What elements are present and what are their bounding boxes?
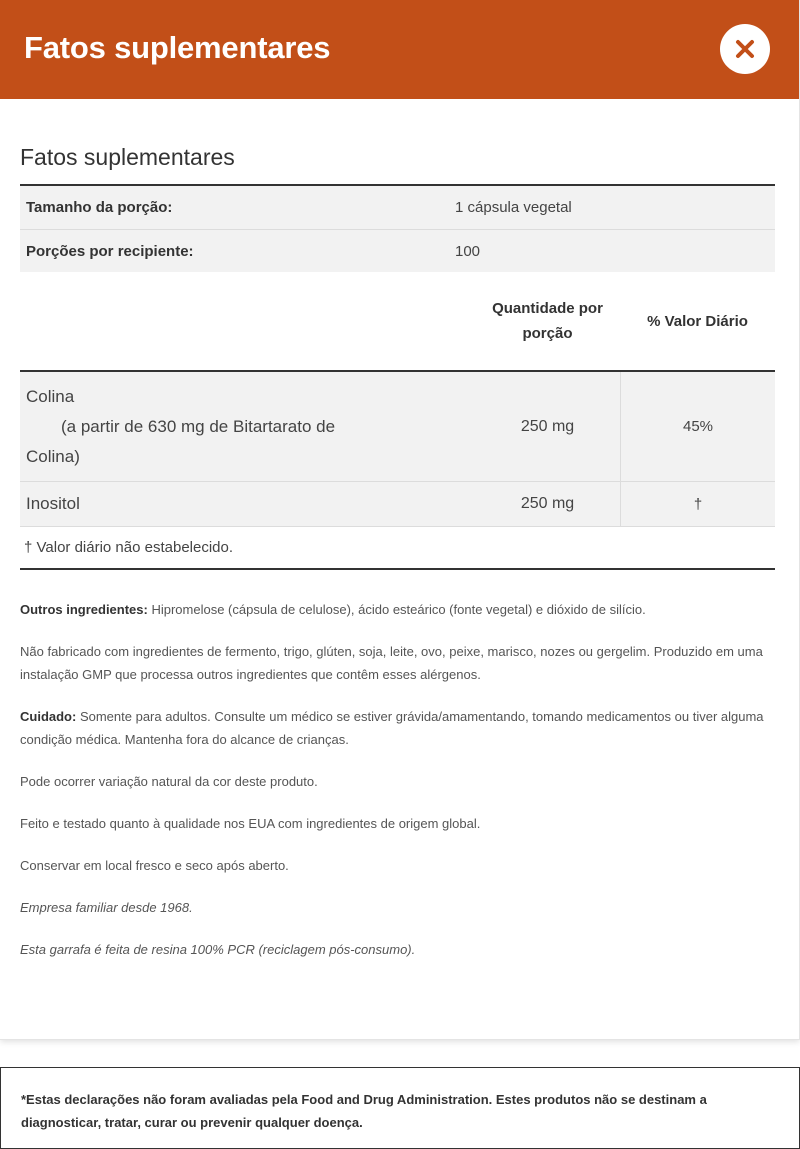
serving-size-value: 1 cápsula vegetal [455,199,572,216]
serving-table [20,184,775,272]
nutrient-name-cell [20,372,475,481]
caution-text: Somente para adultos. Consulte um médico se estiver grávida/amamentando, tomando medicamentos ou tiver alguma condição médica. Mantenha fora do alcance de crianças. [20,709,764,747]
nutrient-daily-value: † [620,482,775,526]
family-company-note: Empresa familiar desde 1968. [20,900,193,915]
nutrient-source-line2: Colina) [26,447,80,466]
amount-header-line1: Quantidade por [492,300,603,317]
nutrient-table-header [20,272,775,370]
allergen-statement: Não fabricado com ingredientes de fermento, trigo, glúten, soja, leite, ovo, peixe, marisco, nozes ou gergelim. Produzido em uma instalação GMP que processa outros ingredientes que contêm esses alérgenos. [20,644,763,682]
nutrient-table [20,370,775,527]
other-ingredients [20,598,775,621]
nutrient-daily-value: 45% [620,372,775,481]
nutrient-amount: 250 mg [520,495,575,512]
serving-size-row [20,186,775,229]
caution-statement [20,705,775,751]
servings-per-container-row [20,229,775,272]
modal-header [0,0,799,99]
nutrient-amount: 250 mg [520,417,575,435]
close-button[interactable] [720,24,770,74]
fda-disclaimer: *Estas declarações não foram avaliadas pela Food and Drug Administration. Estes produtos não se destinam a diagnosticar, tratar, curar ou prevenir qualquer doença. [0,1067,800,1149]
serving-size-label: Tamanho da porção: [26,199,173,216]
nutrient-name: Inositol [26,494,80,513]
product-notes [20,598,775,961]
modal-title: Fatos suplementares [24,30,331,65]
caution-label: Cuidado: [20,709,77,724]
daily-value-column-header: % Valor Diário [647,312,748,330]
nutrient-source-line1: (a partir de 630 mg de Bitartarato de [61,417,336,436]
bottle-note: Esta garrafa é feita de resina 100% PCR (reciclagem pós-consumo). [20,942,416,957]
other-ingredients-label: Outros ingredientes: [20,602,148,617]
modal-content [20,99,775,980]
servings-per-container-label: Porções por recipiente: [26,242,194,260]
nutrient-name: Colina [26,387,75,406]
color-variation-note: Pode ocorrer variação natural da cor deste produto. [20,774,318,789]
daily-value-footnote: † Valor diário não estabelecido. [20,527,775,570]
close-icon [735,39,755,59]
table-row [20,482,775,527]
table-row [20,372,775,482]
servings-per-container-value: 100 [455,242,481,260]
facts-title: Fatos suplementares [20,144,235,170]
amount-header-line2: porção [522,325,573,342]
amount-column-header [475,296,620,346]
made-in-note: Feito e testado quanto à qualidade nos EUA com ingredientes de origem global. [20,816,481,831]
storage-note: Conservar em local fresco e seco após aberto. [20,858,289,873]
other-ingredients-text: Hipromelose (cápsula de celulose), ácido esteárico (fonte vegetal) e dióxido de silício. [147,602,646,617]
